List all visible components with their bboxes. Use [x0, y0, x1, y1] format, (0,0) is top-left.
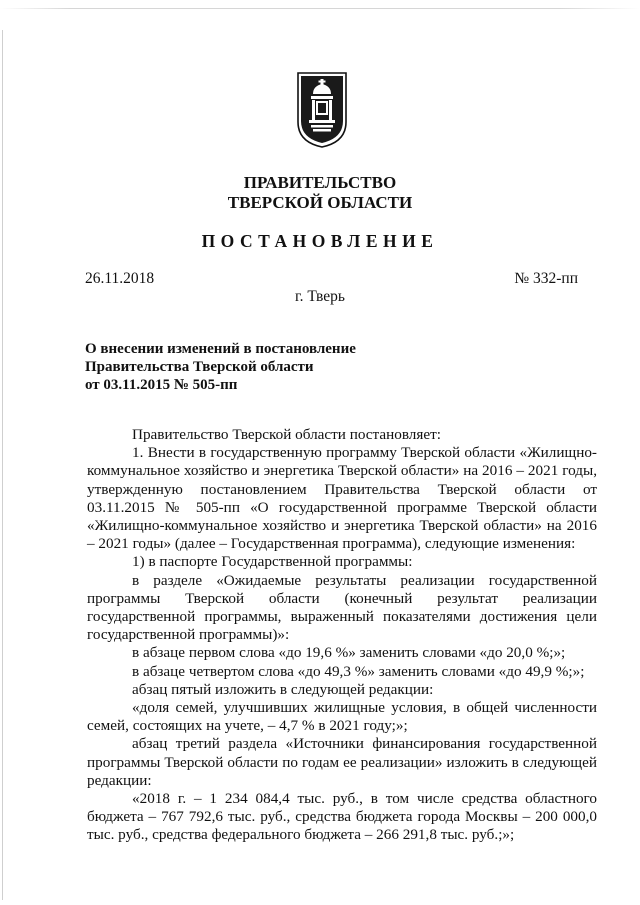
document-date: 26.11.2018 — [85, 270, 155, 287]
body-paragraph: в абзаце четвертом слова «до 49,3 %» заменить словами «до 49,9 %;»; — [132, 662, 585, 680]
document-type-title: ПОСТАНОВЛЕНИЕ — [201, 231, 439, 251]
body-paragraph: в разделе «Ожидаемые результаты реализации государственной программы Тверской области (конечный результат реализации государственной программы, выраженный показателями достижения цели государственной программы)»: — [87, 571, 597, 644]
body-paragraph: абзац пятый изложить в следующей редакции: — [132, 680, 434, 698]
body-paragraph: 1. Внести в государственную программу Тверской области «Жилищно-коммунальное хозяйство и энергетика Тверской области» на 2016 – 2021 годы, утвержденную постановлением Правительства Тверской области от 03.11.2015 № 505-пп «О государственной программе Тверской области «Жилищно-коммунальное хозяйство и энергетика Тверской области» на 2016 – 2021 годы» (далее – Государственная программа), следующие изменения: — [87, 444, 597, 553]
body-paragraph: абзац третий раздела «Источники финансирования государственной программы Тверской области по годам ее реализации» изложить в следующей редакции: — [87, 735, 597, 789]
scan-left-edge — [2, 30, 3, 900]
subject-line: Правительства Тверской области — [85, 359, 314, 375]
issuer-line-2: ТВЕРСКОЙ ОБЛАСТИ — [227, 193, 413, 212]
body-paragraph: 1) в паспорте Государственной программы: — [132, 553, 413, 571]
subject-line: О внесении изменений в постановление — [85, 341, 356, 357]
body-paragraph: Правительство Тверской области постановляет: — [132, 426, 441, 443]
issuer-line-1: ПРАВИТЕЛЬСТВО — [243, 173, 397, 192]
scan-top-line — [0, 8, 640, 9]
body-paragraph: в абзаце первом слова «до 19,6 %» заменить словами «до 20,0 %;»; — [132, 644, 566, 662]
coat-of-arms-emblem — [297, 72, 347, 148]
document-number: № 332-пп — [514, 270, 578, 287]
document-subject — [85, 340, 356, 394]
document-body — [87, 426, 597, 845]
subject-line: от 03.11.2015 № 505-пп — [85, 377, 238, 393]
document-city: г. Тверь — [295, 288, 345, 305]
body-paragraph: «доля семей, улучшивших жилищные условия, в общей численности семей, состоящих на учете, – 4,7 % в 2021 году;»; — [87, 699, 597, 735]
body-paragraph: «2018 г. – 1 234 084,4 тыс. руб., в том числе средства областного бюджета – 767 792,6 тыс. руб., средства бюджета города Москвы – 200 000,0 тыс. руб., средства федерального бюджета – 266 291,8 тыс. руб.;»; — [87, 790, 597, 844]
